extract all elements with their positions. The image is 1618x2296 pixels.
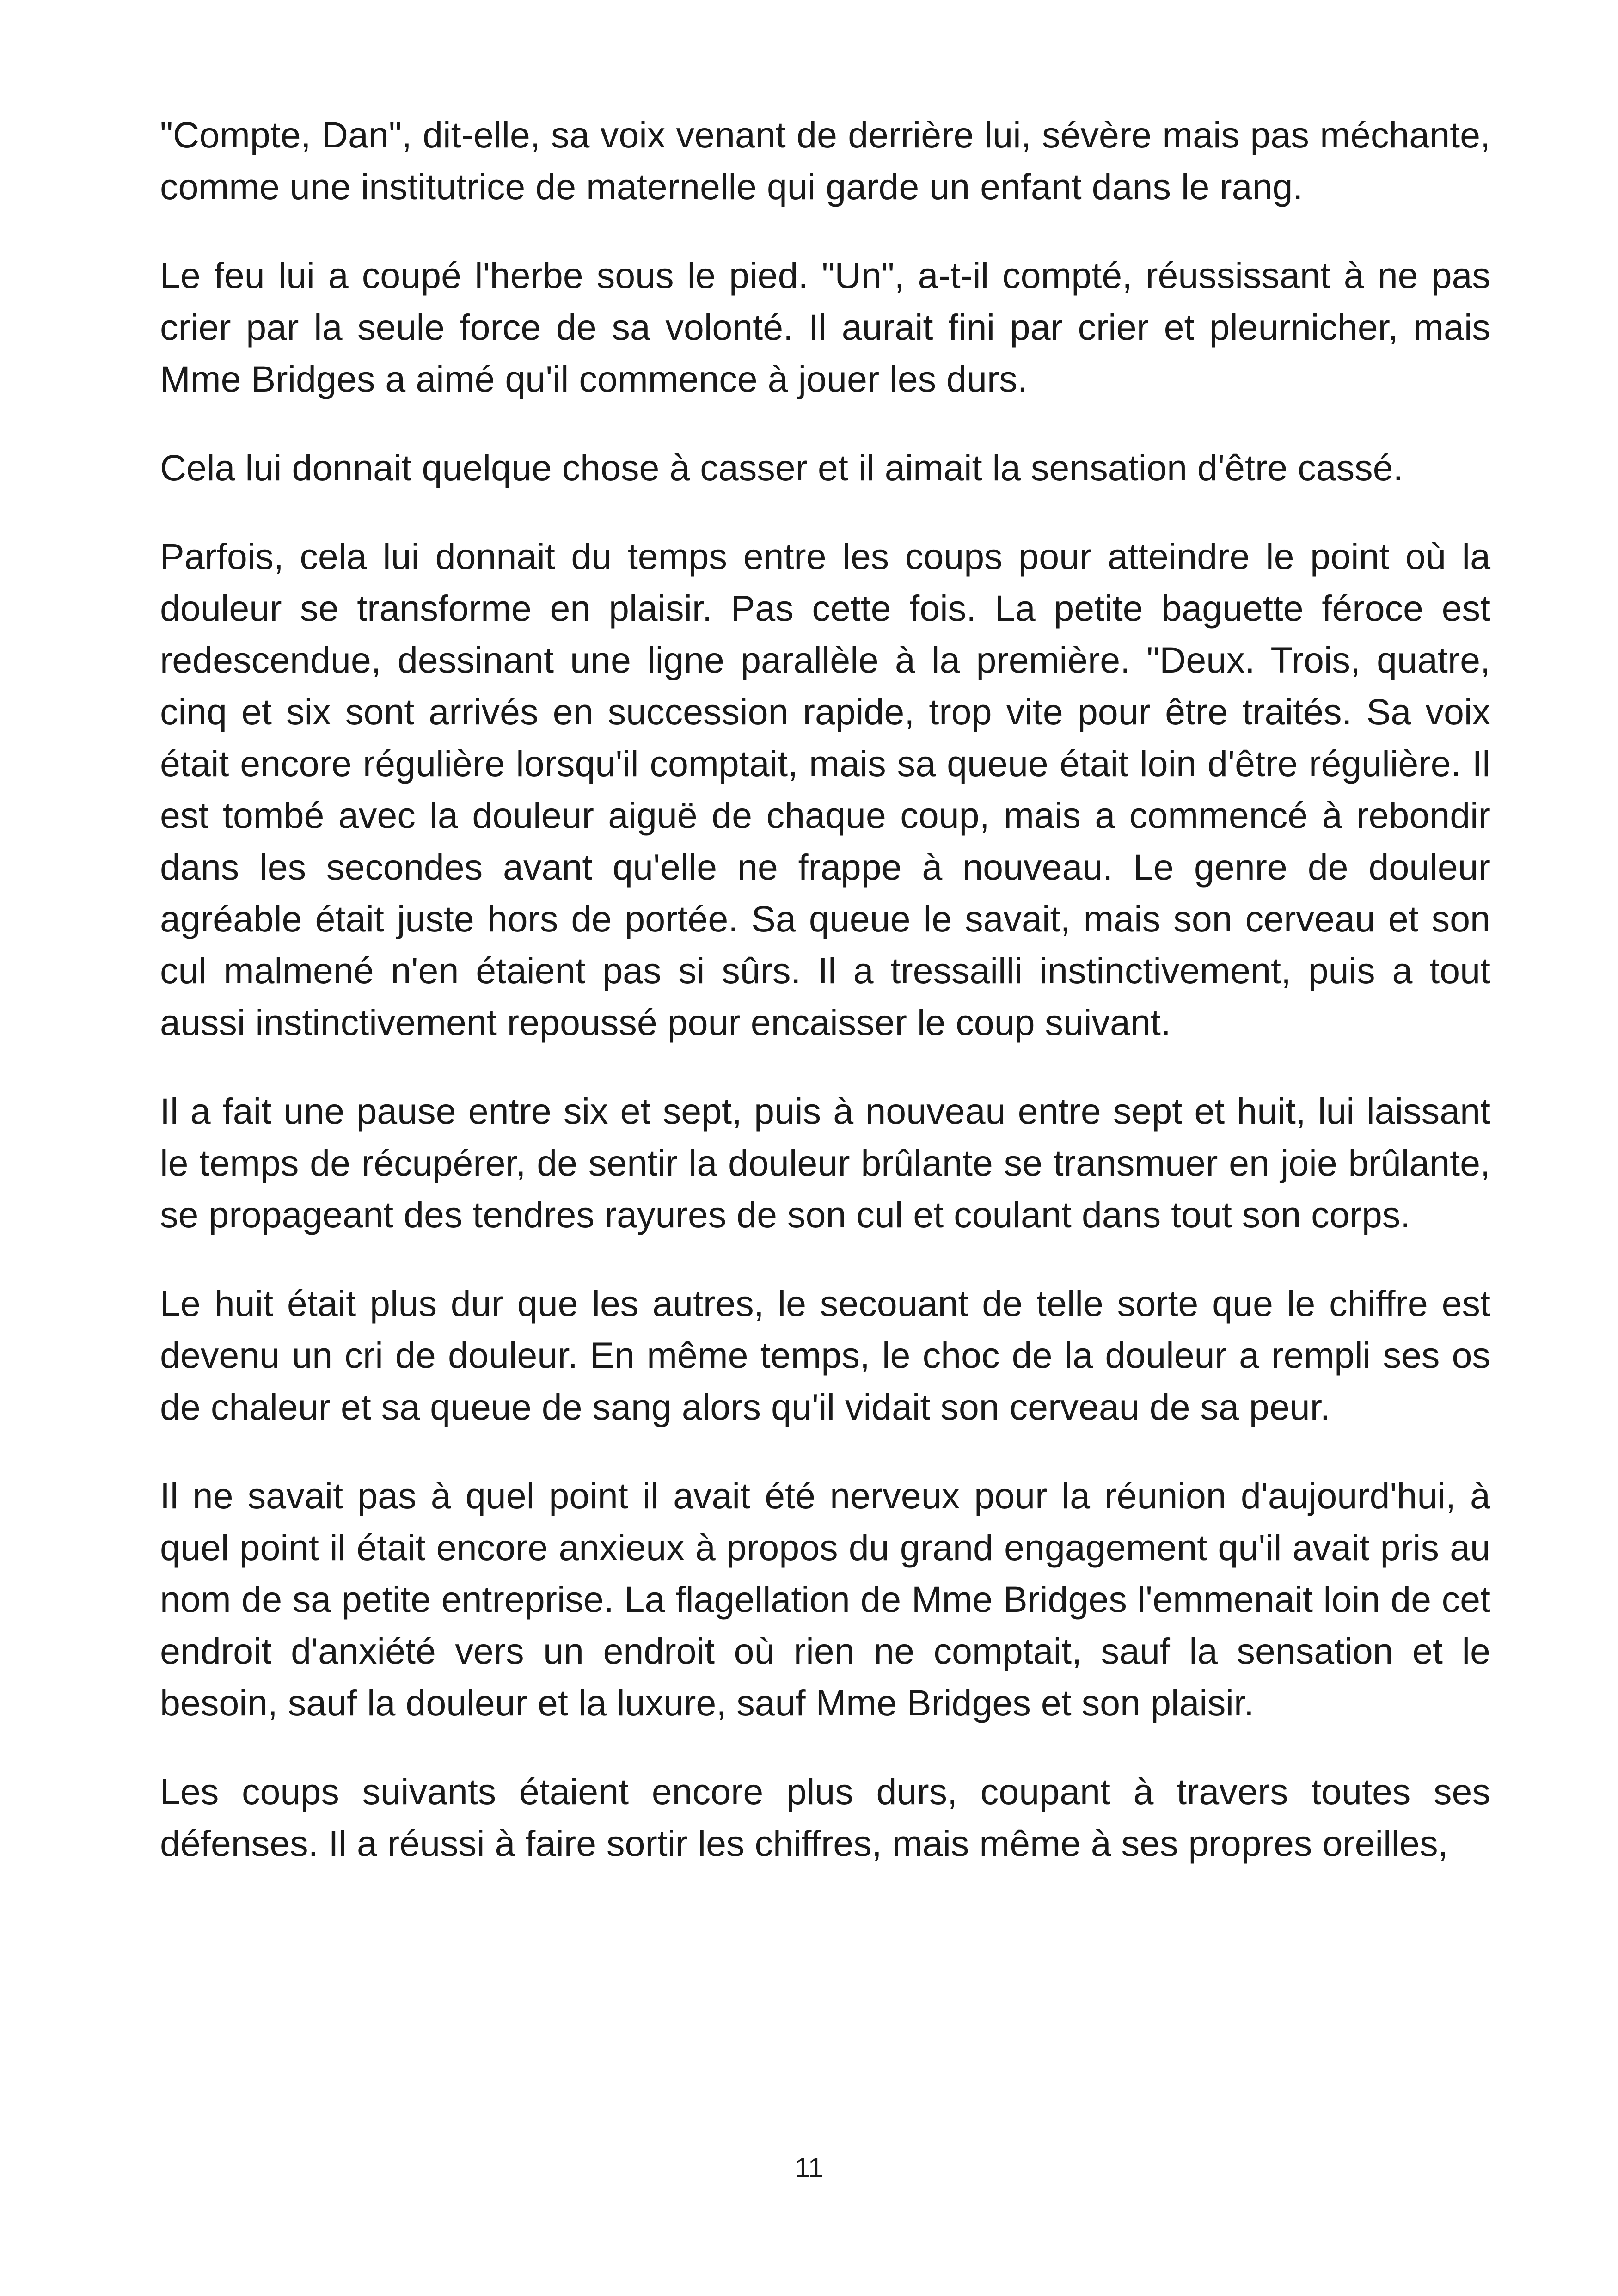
paragraph-7: Il ne savait pas à quel point il avait été nerveux pour la réunion d'aujourd'hui, à quel point il était encore anxieux à propos du grand engagement qu'il avait pris au nom de sa petite entreprise. La flagellation de Mme Bridges l'emmenait loin de cet endroit d'anxiété vers un endroit où rien ne comptait, sauf la sensation et le besoin, sauf la douleur et la luxure, sauf Mme Bridges et son plaisir. [160, 1475, 1490, 1723]
paragraph-2: Le feu lui a coupé l'herbe sous le pied. "Un", a-t-il compté, réussissant à ne pas crier par la seule force de sa volonté. Il aurait fini par crier et pleurnicher, mais Mme Bridges a aimé qu'il commence à jouer les durs. [160, 255, 1490, 399]
page-number: 11 [794, 2152, 824, 2183]
paragraph-1: "Compte, Dan", dit-elle, sa voix venant de derrière lui, sévère mais pas méchante, comme une institutrice de maternelle qui garde un enfant dans le rang. [160, 114, 1490, 207]
paragraph-6: Le huit était plus dur que les autres, le secouant de telle sorte que le chiffre est devenu un cri de douleur. En même temps, le choc de la douleur a rempli ses os de chaleur et sa queue de sang alors qu'il vidait son cerveau de sa peur. [160, 1283, 1490, 1427]
paragraph-8: Les coups suivants étaient encore plus durs, coupant à travers toutes ses défenses. Il a réussi à faire sortir les chiffres, mais même à ses propres oreilles, [160, 1771, 1490, 1864]
paragraph-5: Il a fait une pause entre six et sept, puis à nouveau entre sept et huit, lui laissant le temps de récupérer, de sentir la douleur brûlante se transmuer en joie brûlante, se propageant des tendres rayures de son cul et coulant dans tout son corps. [160, 1090, 1490, 1235]
paragraph-4: Parfois, cela lui donnait du temps entre les coups pour atteindre le point où la douleur se transforme en plaisir. Pas cette fois. La petite baguette féroce est redescendue, dessinant une ligne parallèle à la première. "Deux. Trois, quatre, cinq et six sont arrivés en succession rapide, trop vite pour être traités. Sa voix était encore régulière lorsqu'il comptait, mais sa queue était loin d'être régulière. Il est tombé avec la douleur aiguë de chaque coup, mais a commencé à rebondir dans les secondes avant qu'elle ne frappe à nouveau. Le genre de douleur agréable était juste hors de portée. Sa queue le savait, mais son cerveau et son cul malmené n'en étaient pas si sûrs. Il a tressailli instinctivement, puis a tout aussi instinctivement repoussé pour encaisser le coup suivant. [160, 536, 1490, 1043]
body-text [160, 109, 1490, 1906]
paragraph-3: Cela lui donnait quelque chose à casser et il aimait la sensation d'être cassé. [160, 447, 1403, 488]
